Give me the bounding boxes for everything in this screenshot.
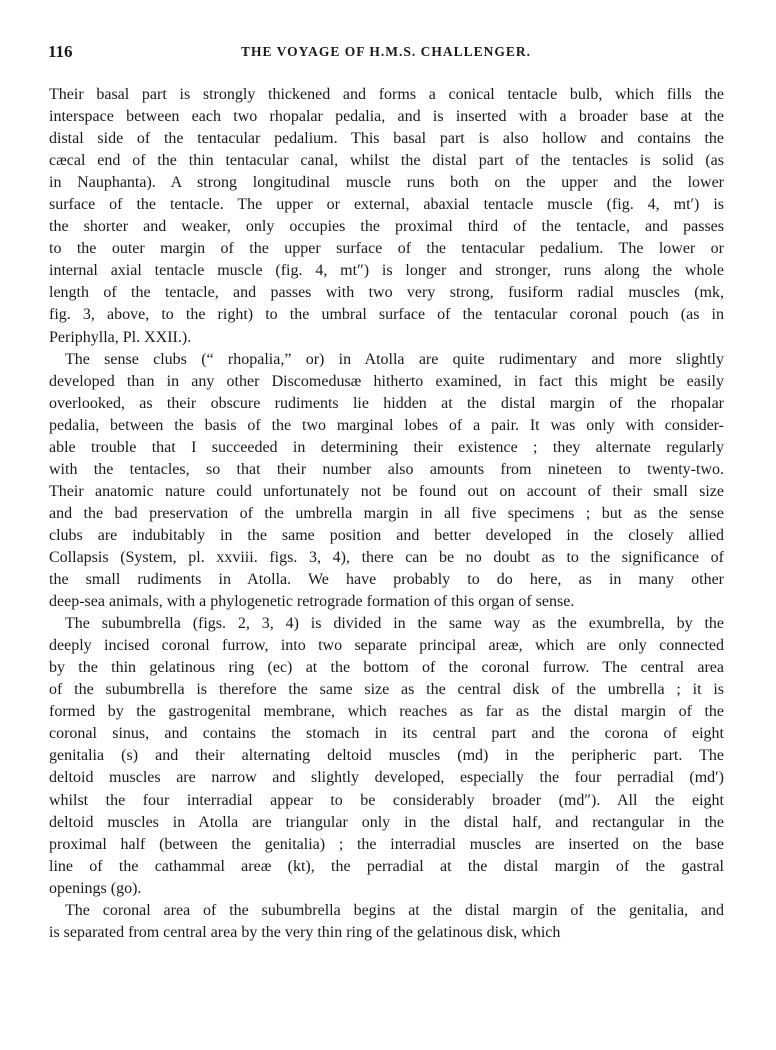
page-number: 116	[48, 42, 73, 61]
text-line: whilst the four interradial appear to be considerably broader (md″). All the eight	[49, 791, 724, 809]
text-line: the small rudiments in Atolla. We have probably to do here, as in many other	[49, 571, 724, 589]
text-line: deltoid muscles in Atolla are triangular only in the distal half, and rectangular in the	[49, 813, 724, 831]
body-text	[49, 84, 724, 944]
text-line: genitalia (s) and their alternating deltoid muscles (md) in the peripheric part. The	[49, 747, 724, 765]
text-line: proximal half (between the genitalia) ; the interradial muscles are inserted on the base	[49, 835, 724, 853]
running-title: THE VOYAGE OF H.M.S. CHALLENGER.	[240, 44, 532, 59]
text-line: deep-sea animals, with a phylogenetic retrograde formation of this organ of sense.	[49, 593, 575, 611]
text-line: internal axial tentacle muscle (fig. 4, mt″) is longer and stronger, runs along the whole	[49, 262, 724, 280]
text-line: Periphylla, Pl. XXII.).	[49, 328, 192, 346]
text-line: Their anatomic nature could unfortunately not be found out on account of their small size	[49, 482, 724, 500]
text-line: clubs are indubitably in the same position and better developed in the closely allied	[49, 526, 724, 544]
text-line: fig. 3, above, to the right) to the umbral surface of the tentacular coronal pouch (as in	[49, 306, 724, 324]
text-line: is separated from central area by the very thin ring of the gelatinous disk, which	[49, 923, 561, 941]
text-line: developed than in any other Discomedusæ hitherto examined, in fact this might be easily	[49, 372, 724, 390]
text-line: The sense clubs (“ rhopalia,” or) in Atolla are quite rudimentary and more slightly	[65, 350, 724, 368]
text-line: distal side of the tentacular pedalium. This basal part is also hollow and contains the	[49, 130, 724, 148]
text-line: with the tentacles, so that their number also amounts from nineteen to twenty-two.	[49, 460, 724, 478]
page-header	[48, 42, 724, 66]
text-line: deeply incised coronal furrow, into two separate principal areæ, which are only connected	[49, 637, 724, 655]
text-line: openings (go).	[49, 879, 142, 897]
text-line: coronal sinus, and contains the stomach in its central part and the corona of eight	[49, 725, 724, 743]
text-line: The coronal area of the subumbrella begins at the distal margin of the genitalia, and	[65, 901, 724, 919]
text-line: deltoid muscles are narrow and slightly developed, especially the four perradial (md′)	[49, 769, 724, 787]
text-line: and the bad preservation of the umbrella margin in all five specimens ; but as the sense	[49, 504, 724, 522]
text-line: by the thin gelatinous ring (ec) at the bottom of the coronal furrow. The central area	[49, 659, 724, 677]
text-line: line of the cathammal areæ (kt), the perradial at the distal margin of the gastral	[49, 857, 724, 875]
text-line: Collapsis (System, pl. xxviii. figs. 3, 4), there can be no doubt as to the significance of	[49, 548, 724, 566]
text-line: overlooked, as their obscure rudiments lie hidden at the distal margin of the rhopalar	[49, 394, 724, 412]
text-line: Their basal part is strongly thickened and forms a conical tentacle bulb, which fills the	[49, 86, 724, 103]
text-line: able trouble that I succeeded in determining their existence ; they alternate regularly	[49, 438, 724, 456]
paragraph	[49, 900, 724, 944]
text-line: cæcal end of the thin tentacular canal, whilst the distal part of the tentacles is solid (as	[49, 152, 724, 170]
text-line: to the outer margin of the upper surface of the tentacular pedalium. The lower or	[49, 240, 724, 258]
paragraph	[49, 84, 724, 349]
text-line: the shorter and weaker, only occupies the proximal third of the tentacle, and passes	[49, 218, 724, 236]
text-line: length of the tentacle, and passes with two very strong, fusiform radial muscles (mk,	[49, 284, 724, 302]
paragraph	[49, 613, 724, 900]
text-line: interspace between each two rhopalar pedalia, and is inserted with a broader base at the	[49, 108, 724, 126]
text-line: in Nauphanta). A strong longitudinal muscle runs both on the upper and the lower	[49, 174, 724, 192]
text-line: pedalia, between the basis of the two marginal lobes of a pair. It was only with consider-	[49, 416, 724, 434]
text-line: surface of the tentacle. The upper or external, abaxial tentacle muscle (fig. 4, mt′) is	[49, 196, 724, 214]
paragraph	[49, 349, 724, 614]
text-line: The subumbrella (figs. 2, 3, 4) is divided in the same way as the exumbrella, by the	[65, 615, 724, 633]
text-line: formed by the gastrogenital membrane, which reaches as far as the distal margin of the	[49, 703, 724, 721]
text-line: of the subumbrella is therefore the same size as the central disk of the umbrella ; it is	[49, 681, 724, 699]
